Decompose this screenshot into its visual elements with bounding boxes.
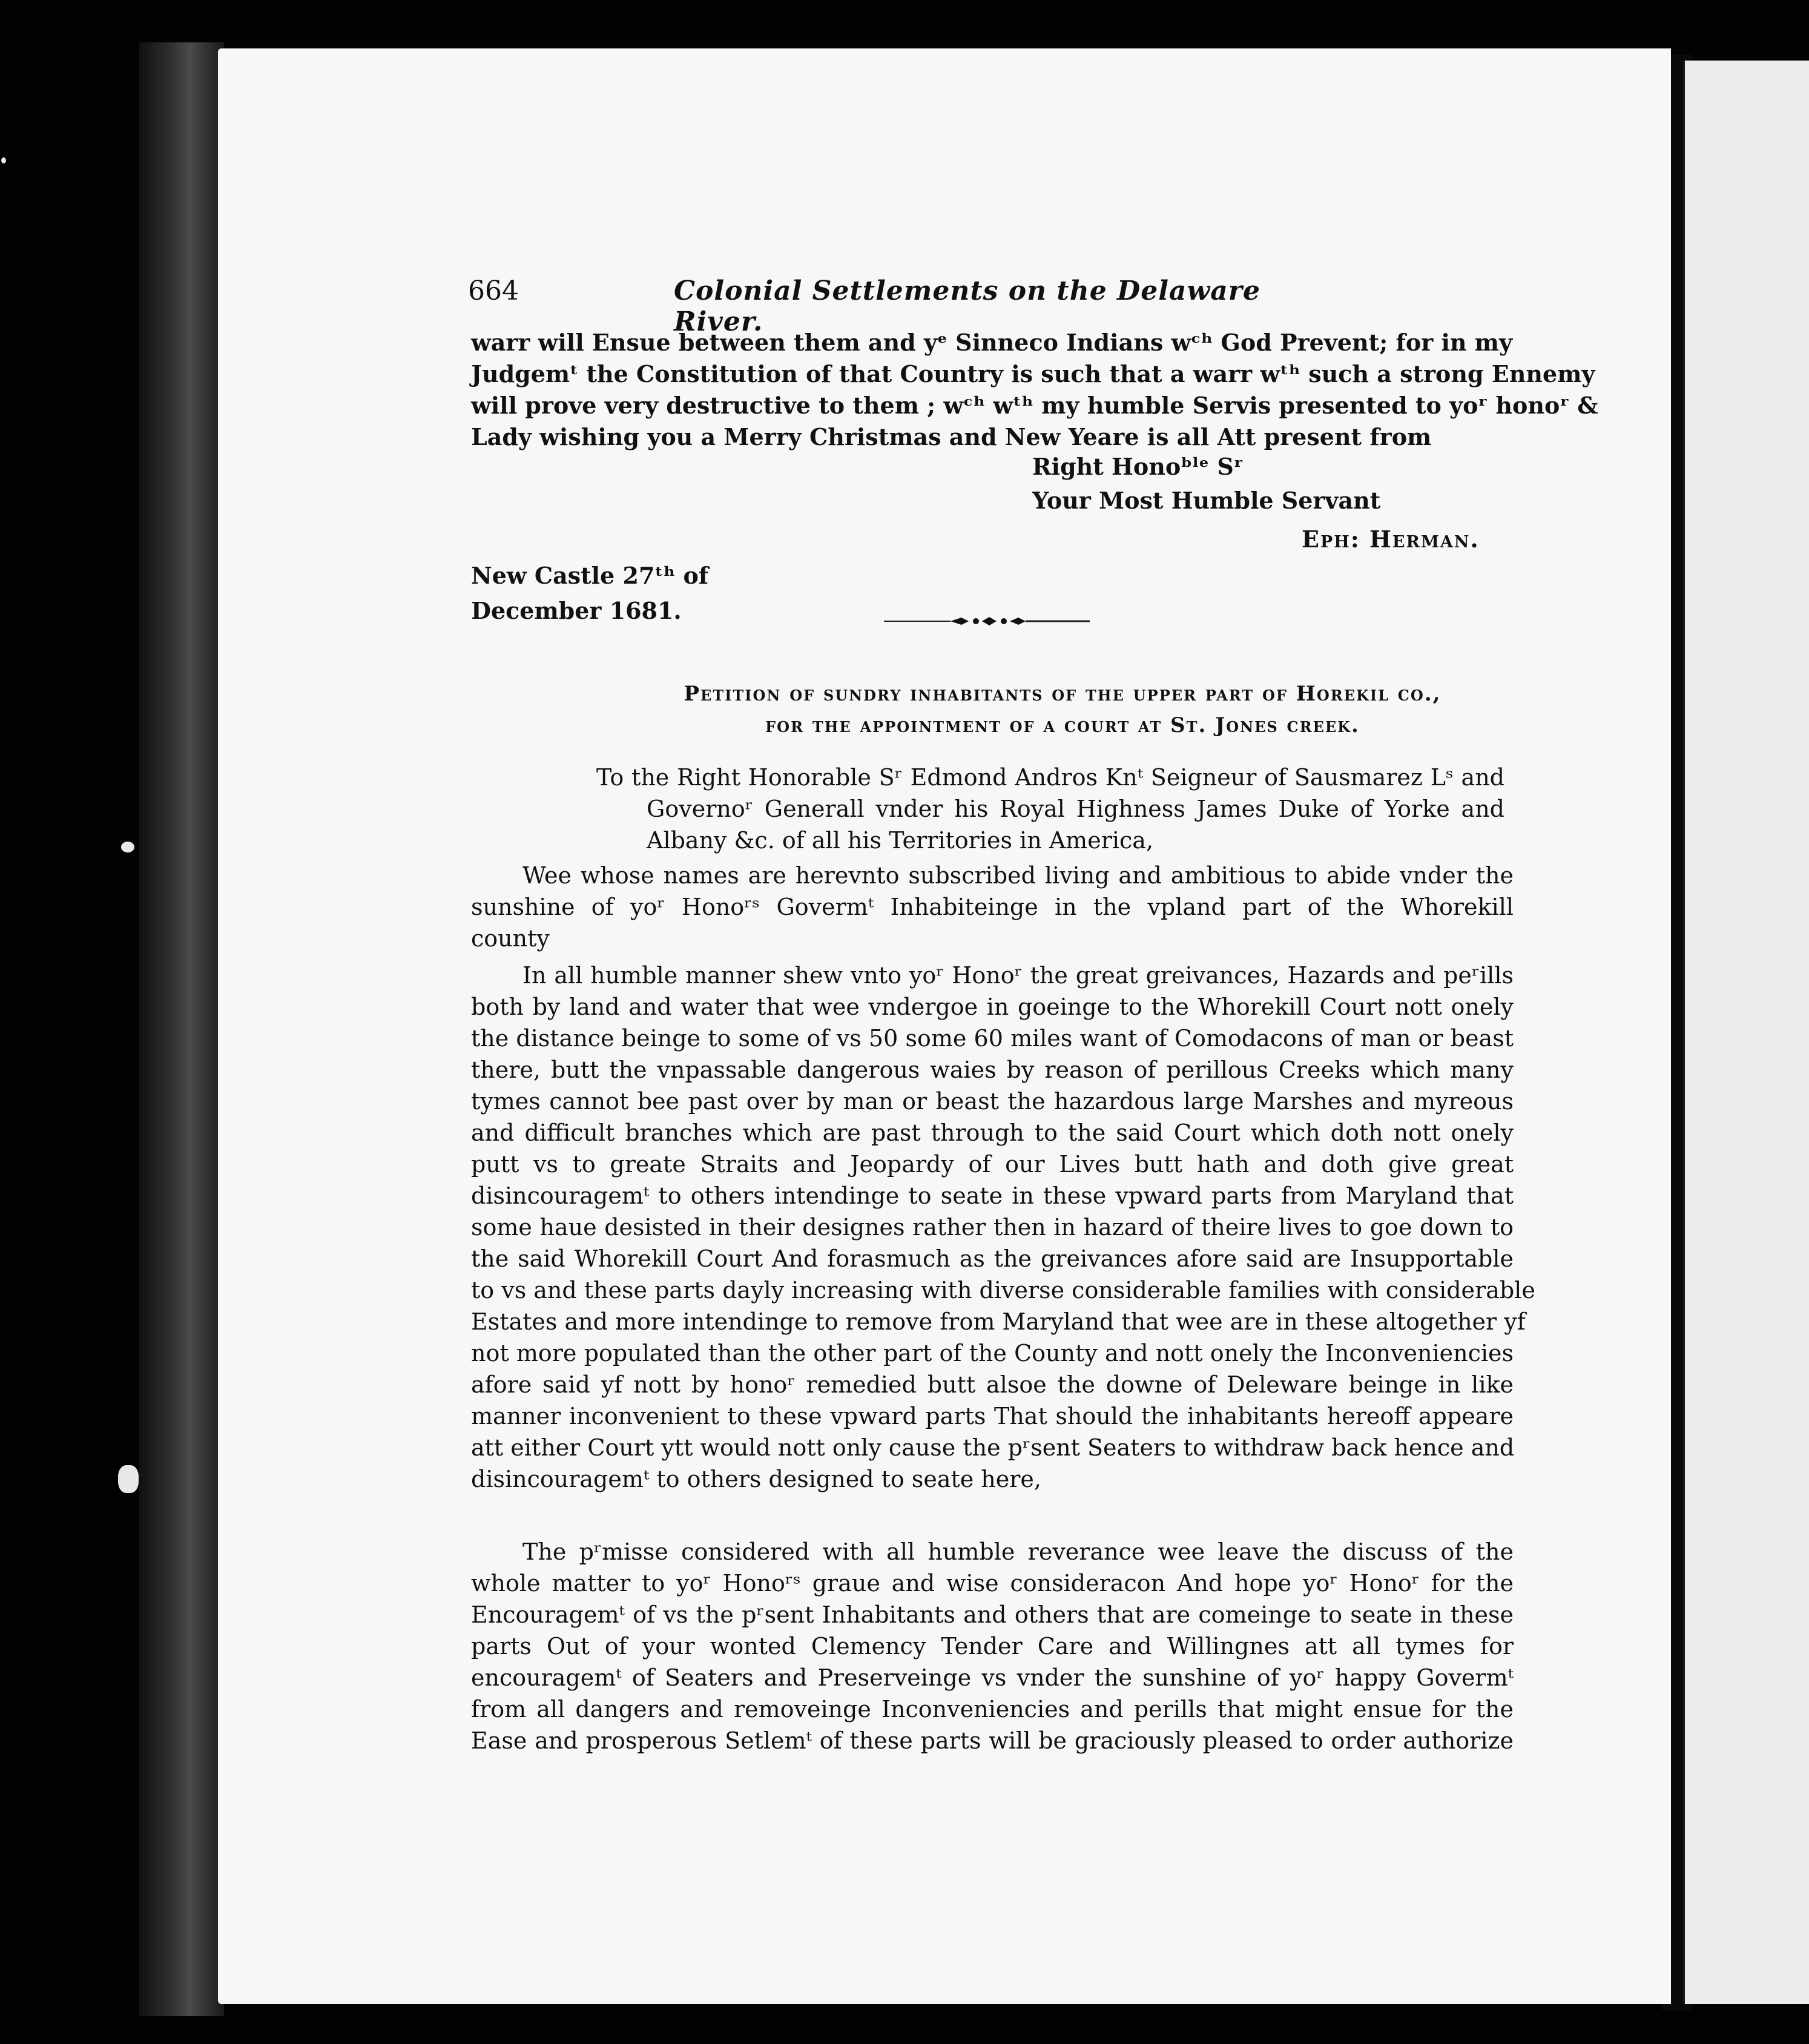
letter-line: will prove very destructive to them ; wᶜʰ wᵗʰ my humble Servis presented to yoʳ honoʳ & — [471, 392, 1598, 419]
paragraph-line: manner inconvenient to these vpward parts That should the inhabitants hereoff appeare — [471, 1403, 1514, 1429]
paragraph-line: parts Out of your wonted Clemency Tender Care and Willingnes att all tymes for — [471, 1633, 1514, 1660]
paragraph-line: disincouragemᵗ to others intendinge to seate in these vpward parts from Maryland that — [471, 1182, 1514, 1209]
paragraph-line: to vs and these parts dayly increasing with diverse considerable families with considerable — [471, 1277, 1535, 1304]
paragraph-line: disincouragemᵗ to others designed to seate here, — [471, 1466, 1042, 1492]
letter-line: warr will Ensue between them and yᵉ Sinneco Indians wᶜʰ God Prevent; for in my — [471, 329, 1513, 356]
paragraph-line: from all dangers and removeinge Inconveniencies and perills that might ensue for the — [471, 1696, 1514, 1723]
petition-paragraph-1 — [471, 860, 1514, 954]
letter-line: Lady wishing you a Merry Christmas and New Yeare is all Att present from — [471, 423, 1432, 450]
petition-heading-line: for the appointment of a court at St. Jones creek. — [765, 713, 1360, 737]
ornament-diamond — [982, 617, 997, 625]
book-binding — [139, 42, 224, 2016]
closing-salutation: Right Honoᵇˡᵉ Sʳ — [1032, 453, 1244, 480]
paragraph-line: not more populated than the other part of the County and nott onely the Inconveniencies — [471, 1340, 1514, 1367]
ornament-diamond — [951, 618, 969, 625]
paragraph-line: Wee whose names are herevnto subscribed living and ambitious to abide vnder the — [522, 862, 1514, 889]
petition-address — [596, 762, 1504, 856]
page-number: 664 — [468, 275, 519, 306]
ornament-diamond — [1010, 618, 1026, 625]
paragraph-line: Encouragemᵗ of vs the pʳsent Inhabitants and others that are comeinge to seate in these — [471, 1601, 1514, 1628]
paragraph-line: afore said yf nott by honoʳ remedied butt alsoe the downe of Deleware beinge in like — [471, 1371, 1514, 1398]
dateline — [471, 558, 708, 628]
paragraph-line: tymes cannot bee past over by man or beast the hazardous large Marshes and myreous — [471, 1088, 1514, 1115]
running-head — [468, 275, 1316, 337]
running-title: Colonial Settlements on the Delaware River. — [674, 275, 1260, 337]
scan-speck — [121, 842, 134, 852]
petition-heading — [618, 678, 1508, 741]
paragraph-line: both by land and water that wee vndergoe in goeinge to the Whorekill Court nott onely — [471, 994, 1514, 1020]
letter-line: Judgemᵗ the Constitution of that Country is such that a warr wᵗʰ such a strong Ennemy — [471, 360, 1595, 387]
petition-paragraph-3 — [471, 1536, 1514, 1756]
scan-speck — [1, 157, 6, 163]
paragraph-line: sunshine of yoʳ Honoʳˢ Govermᵗ Inhabiteinge in the vpland part of the Whorekill — [471, 894, 1514, 920]
paragraph-line: Ease and prosperous Setlemᵗ of these parts will be graciously pleased to order authorize — [471, 1727, 1514, 1754]
paragraph-line: there, butt the vnpassable dangerous waies by reason of perillous Creeks which many — [471, 1057, 1514, 1083]
ornament-dot — [1001, 618, 1007, 624]
address-line: Governoʳ Generall vnder his Royal Highness James Duke of Yorke and — [647, 796, 1504, 822]
facing-page-edge — [1683, 61, 1809, 2004]
petition-heading-line: Petition of sundry inhabitants of the upper part of Horekil co., — [684, 682, 1442, 706]
paragraph-line: putt vs to greate Straits and Jeopardy of our Lives butt hath and doth give great — [471, 1151, 1514, 1178]
paragraph-line: Estates and more intendinge to remove from Maryland that wee are in these altogether yf — [471, 1308, 1526, 1335]
address-line: To the Right Honorable Sʳ Edmond Andros Knᵗ Seigneur of Sausmarez Lˢ and — [596, 764, 1504, 791]
paragraph-line: In all humble manner shew vnto yoʳ Honoʳ the great greivances, Hazards and peʳills — [522, 962, 1514, 989]
letter-body — [471, 327, 1598, 453]
dateline-date: December 1681. — [471, 597, 682, 624]
closing-servant: Your Most Humble Servant — [1032, 487, 1381, 514]
signature: Eph: Herman. — [1302, 526, 1480, 553]
paragraph-line: and difficult branches which are past through to the said Court which doth nott onely — [471, 1119, 1514, 1146]
petition-paragraph-2 — [471, 960, 1535, 1495]
paragraph-line: the distance beinge to some of vs 50 some 60 miles want of Comodacons of man or beast — [471, 1025, 1514, 1052]
section-ornament — [884, 614, 1090, 628]
scan-speck — [118, 1465, 139, 1493]
paragraph-line: whole matter to yoʳ Honoʳˢ graue and wise consideracon And hope yoʳ Honoʳ for the — [471, 1570, 1514, 1597]
paragraph-line: att either Court ytt would nott only cause the pʳsent Seaters to withdraw back hence and — [471, 1434, 1515, 1461]
address-line: Albany &c. of all his Territories in America, — [647, 827, 1154, 854]
paragraph-line: The pʳmisse considered with all humble reverance wee leave the discuss of the — [522, 1538, 1514, 1565]
paragraph-line: county — [471, 925, 550, 952]
ornament-dot — [973, 618, 979, 624]
paragraph-line: the said Whorekill Court And forasmuch as the greivances afore said are Insupportable — [471, 1245, 1514, 1272]
letter-closing — [1032, 450, 1380, 518]
paragraph-line: encouragemᵗ of Seaters and Preserveinge vs vnder the sunshine of yoʳ happy Govermᵗ — [471, 1664, 1514, 1691]
dateline-place: New Castle 27ᵗʰ of — [471, 562, 709, 589]
paragraph-line: some haue desisted in their designes rather then in hazard of theire lives to goe down to — [471, 1214, 1514, 1241]
